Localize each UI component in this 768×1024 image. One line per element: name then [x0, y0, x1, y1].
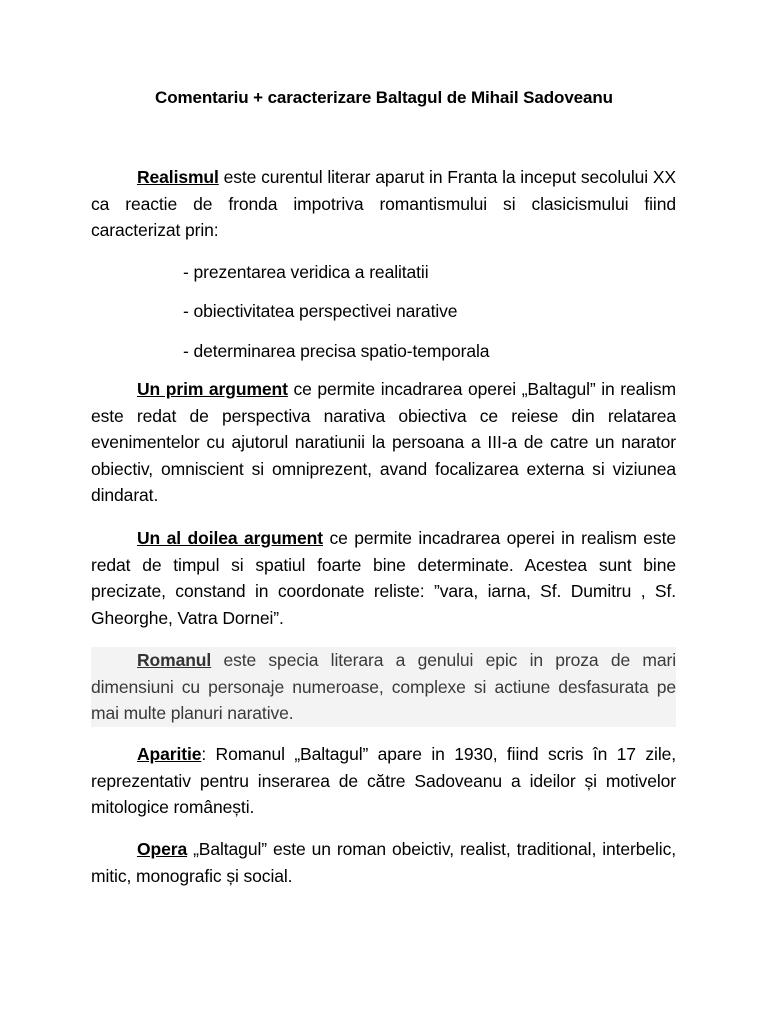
- bullet-item: - prezentarea veridica a realitatii: [183, 262, 429, 282]
- paragraph-text: „Baltagul” este un roman obeictiv, realist, traditional, interbelic, mitic, monografic și social.: [91, 839, 676, 886]
- paragraph-aparitie: [91, 741, 676, 821]
- paragraph-lead: Un prim argument: [137, 379, 288, 399]
- paragraph-al-doilea-argument: [91, 525, 676, 631]
- paragraph-text: ce permite incadrarea operei in realism este redat de timpul si spatiul foarte bine determinate. Acestea sunt bine precizate, constand in coordonate reliste: ”vara, iarna, Sf. Dumitru , Sf. Gheorghe, Vatra Dornei”.: [91, 528, 676, 628]
- paragraph-realismul: [91, 164, 676, 244]
- paragraph-lead: Romanul: [137, 650, 212, 670]
- paragraph-lead: Opera: [137, 839, 188, 859]
- paragraph-romanul: [91, 647, 676, 727]
- paragraph-prim-argument: [91, 376, 676, 509]
- bullet-item: - determinarea precisa spatio-temporala: [183, 341, 490, 361]
- bullet-item: - obiectivitatea perspectivei narative: [183, 301, 458, 321]
- paragraph-text: : Romanul „Baltagul” apare in 1930, fiind scris în 17 zile, reprezentativ pentru inserarea de către Sadoveanu a ideilor și motivelor mitologice românești.: [91, 744, 676, 817]
- paragraph-lead: Aparitie: [137, 744, 202, 764]
- paragraph-lead: Un al doilea argument: [137, 528, 323, 548]
- paragraph-opera: [91, 836, 676, 889]
- paragraph-text: ce permite incadrarea operei „Baltagul” in realism este redat de perspectiva narativa obiectiva ce reiese din relatarea evenimentelor cu ajutorul naratiunii la persoana a III-a de catre un narator obiectiv, omniscient si omniprezent, avand focalizarea externa si viziunea dindarat.: [91, 379, 676, 505]
- paragraph-lead: Realismul: [137, 167, 219, 187]
- paragraph-text: este curentul literar aparut in Franta la inceput secolului XX ca reactie de fronda impotriva romantismului si clasicismului fiind caracterizat prin:: [91, 167, 676, 240]
- paragraph-text: este specia literara a genului epic in proza de mari dimensiuni cu personaje numeroase, complexe si actiune desfasurata pe mai multe planuri narative.: [91, 650, 676, 723]
- page-title: Comentariu + caracterizare Baltagul de Mihail Sadoveanu: [155, 88, 613, 107]
